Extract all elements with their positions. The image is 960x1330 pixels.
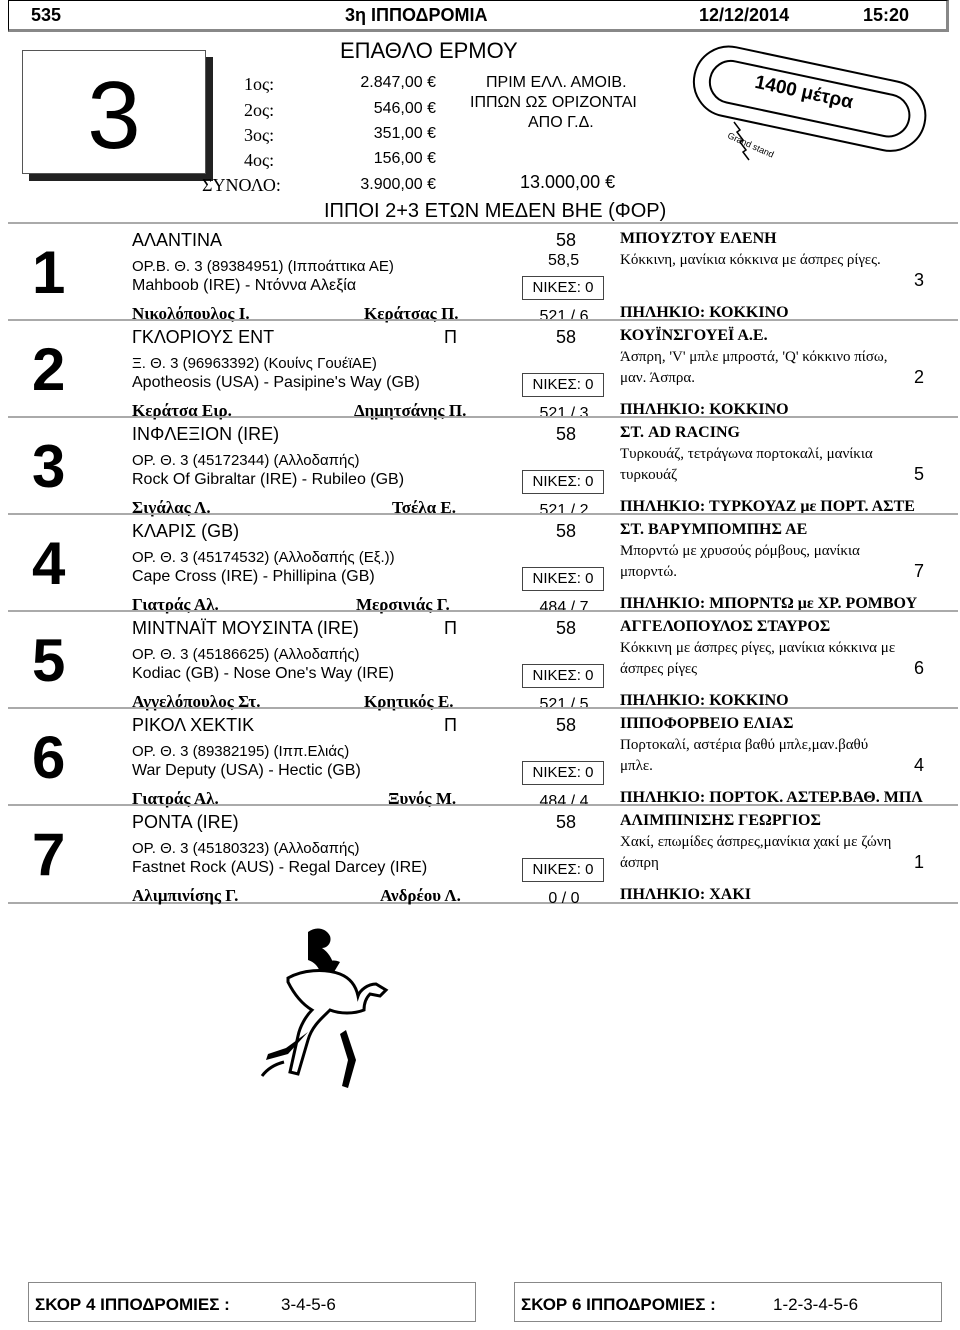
horse-pedigree: Kodiac (GB) - Nose One's Way (IRE) — [132, 665, 395, 682]
trainer-name: Ανδρέου Λ. — [380, 886, 461, 905]
draw-number: 7 — [914, 561, 925, 581]
race-time: 15:20 — [863, 5, 910, 25]
trainer-name: Ξυνός Μ. — [388, 789, 457, 808]
entry-row — [8, 222, 958, 325]
horse-info: ΟΡ.Β. Θ. 3 (89384951) (Ιπποάττικα ΑΕ) — [132, 258, 394, 275]
horse-name: ΚΛΑΡΙΣ (GB) — [132, 521, 240, 541]
prize-value: 351,00 € — [373, 125, 436, 142]
horse-info: ΟΡ. Θ. 3 (45172344) (Αλλοδαπής) — [132, 452, 360, 469]
entry-row — [8, 513, 958, 616]
draw-number: 6 — [914, 658, 925, 678]
owner-name: ΜΠΟΥΖΤΟΥ ΕΛΕΝΗ — [620, 230, 777, 247]
draw-number: 5 — [914, 464, 925, 484]
horse-pedigree: Mahboob (IRE) - Ντόννα Αλεξία — [132, 277, 357, 294]
jockey-name: Κεράτσα Ειρ. — [132, 401, 232, 420]
premium-line: ΙΠΠΩΝ ΩΣ ΟΡΙΖΟΝΤΑΙ — [470, 94, 637, 111]
race-title: ΕΠΑΘΛΟ ΕΡΜΟΥ — [340, 38, 518, 63]
horse-info: ΟΡ. Θ. 3 (45174532) (Αλλοδαπής (Εξ.)) — [132, 549, 395, 566]
total-value: 3.900,00 € — [360, 176, 436, 193]
horse-name: ΡΟΝΤΑ (IRE) — [132, 812, 239, 832]
horse-name: ΙΝΦΛΕΞΙΟΝ (IRE) — [132, 424, 280, 444]
silks-description: Χακί, επωμίδες άσπρες,μανίκια χακί με ζώνη άσπρη — [620, 834, 892, 871]
horse-pedigree: Cape Cross (IRE) - Phillipina (GB) — [132, 568, 375, 585]
entry-rating: 484 / 7 — [539, 599, 589, 616]
entry-number: 3 — [32, 433, 66, 500]
track-icon — [670, 44, 950, 174]
draw-number: 1 — [914, 852, 925, 872]
draw-number: 3 — [914, 270, 925, 290]
horse-name: ΡΙΚΟΛ ΧΕΚΤΙΚ — [132, 715, 255, 735]
entry-number: 1 — [32, 239, 66, 306]
prize-value: 156,00 € — [373, 150, 436, 167]
wins-box: ΝΙΚΕΣ: 0 — [522, 470, 604, 494]
entry-weight: 58 — [556, 230, 577, 250]
wins-box: ΝΙΚΕΣ: 0 — [522, 276, 604, 300]
entry-weight: 58 — [556, 618, 577, 638]
score6-value: 1-2-3-4-5-6 — [773, 1295, 859, 1314]
trainer-name: Μερσινιάς Γ. — [356, 595, 450, 614]
jockey-name: Γιατράς Αλ. — [132, 595, 219, 614]
owner-name: ΣΤ. AD RACING — [620, 424, 740, 441]
entry-rating: 521 / 2 — [539, 502, 589, 519]
owner-name: ΑΛΙΜΠΙΝΙΣΗΣ ΓΕΩΡΓΙΟΣ — [620, 812, 821, 829]
entry-row — [8, 416, 958, 519]
entry-weight: 58 — [556, 715, 577, 735]
entry-rating: 521 / 5 — [539, 696, 589, 713]
trainer-name: Δημητσάνης Π. — [354, 401, 467, 420]
helmet-color: ΠΗΛΗΚΙΟ: ΜΠΟΡΝΤΩ με ΧΡ. ΡΟΜΒΟΥ — [620, 595, 918, 612]
premium-line: ΠΡΙΜ ΕΛΛ. ΑΜΟΙΒ. — [486, 74, 627, 91]
silks-description: Κόκκινη, μανίκια κόκκινα με άσπρες ρίγες. — [620, 252, 881, 268]
entry-weight: 58 — [556, 424, 577, 444]
owner-name: ΚΟΥΪΝΣΓΟΥΕΪ Α.Ε. — [620, 327, 768, 344]
entry-row — [8, 707, 958, 810]
wins-box: ΝΙΚΕΣ: 0 — [522, 664, 604, 688]
horse-info: Ξ. Θ. 3 (96963392) (Κουίνς ΓουέϊΑΕ) — [132, 355, 377, 372]
entry-row — [8, 610, 958, 713]
helmet-color: ΠΗΛΗΚΙΟ: ΤΥΡΚΟΥΑΖ με ΠΟΡΤ. ΑΣΤΕ — [620, 498, 915, 515]
horse-pedigree: Rock Of Gibraltar (IRE) - Rubileo (GB) — [132, 471, 405, 488]
horse-info: ΟΡ. Θ. 3 (45180323) (Αλλοδαπής) — [132, 840, 360, 857]
horse-jockey-icon — [248, 912, 398, 1112]
horse-jockey-illustration — [248, 912, 398, 1112]
entry-number: 2 — [32, 336, 66, 403]
trainer-name: Κρητικός Ε. — [364, 692, 454, 711]
premium-value: 13.000,00 € — [520, 172, 616, 192]
helmet-color: ΠΗΛΗΚΙΟ: ΚΟΚΚΙΝΟ — [620, 401, 789, 418]
helmet-color: ΠΗΛΗΚΙΟ: ΧΑΚΙ — [620, 886, 752, 903]
entry-row — [8, 804, 958, 907]
entry-weight: 58 — [556, 327, 577, 347]
horse-info: ΟΡ. Θ. 3 (45186625) (Αλλοδαπής) — [132, 646, 360, 663]
header-bar — [8, 0, 949, 32]
race-number-box — [22, 50, 206, 174]
entry-number: 4 — [32, 530, 66, 597]
draw-number: 4 — [914, 755, 925, 775]
entry-row — [8, 319, 958, 422]
entry-mark: Π — [444, 618, 457, 638]
prize-label: 2ος: — [244, 100, 275, 120]
jockey-name: Σιγάλας Λ. — [132, 498, 211, 517]
distance-label: 1400 μέτρα — [753, 71, 855, 114]
grandstand-label: Grand stand — [726, 130, 776, 160]
owner-name: ΑΓΓΕΛΟΠΟΥΛΟΣ ΣΤΑΥΡΟΣ — [620, 618, 831, 635]
owner-name: ΙΠΠΟΦΟΡΒΕΙΟ ΕΛΙΑΣ — [620, 715, 794, 732]
silks-description: Πορτοκαλί, αστέρια βαθύ μπλε,μαν.βαθύ μπλε. — [620, 737, 869, 774]
entry-weight-alt: 58,5 — [548, 252, 580, 269]
score4-box — [28, 1282, 476, 1322]
wins-box: ΝΙΚΕΣ: 0 — [522, 567, 604, 591]
score6-box — [514, 1282, 942, 1322]
entry-weight: 58 — [556, 521, 577, 541]
entry-rating: 484 / 4 — [539, 793, 589, 810]
entry-mark: Π — [444, 327, 457, 347]
entry-rating: 521 / 6 — [539, 308, 589, 325]
horse-name: ΑΛΑΝΤΙΝΑ — [132, 230, 223, 250]
horse-name: ΓΚΛΟΡΙΟΥΣ ΕΝΤ — [132, 327, 275, 347]
wins-box: ΝΙΚΕΣ: 0 — [522, 761, 604, 785]
helmet-color: ΠΗΛΗΚΙΟ: ΚΟΚΚΙΝΟ — [620, 304, 789, 321]
silks-description: Κόκκινη με άσπρες ρίγες, μανίκια κόκκινα με άσπρες ρίγες — [620, 640, 896, 677]
jockey-name: Αγγελόπουλος Στ. — [132, 692, 261, 711]
track-diagram — [670, 44, 950, 174]
score6-label: ΣΚΟΡ 6 ΙΠΠΟΔΡΟΜΙΕΣ : — [521, 1295, 716, 1314]
prize-value: 2.847,00 € — [360, 74, 436, 91]
race-conditions: ΙΠΠΟΙ 2+3 ΕΤΩΝ ΜΕΔΕΝ ΒΗΕ (ΦΟΡ) — [324, 200, 667, 222]
helmet-color: ΠΗΛΗΚΙΟ: ΚΟΚΚΙΝΟ — [620, 692, 789, 709]
race-code: 535 — [31, 5, 62, 25]
horse-pedigree: Fastnet Rock (AUS) - Regal Darcey (IRE) — [132, 859, 428, 876]
prize-label: 3ος: — [244, 125, 275, 145]
entry-number: 6 — [32, 724, 66, 791]
jockey-name: Αλιμπινίσης Γ. — [132, 886, 239, 905]
prize-label: 4ος: — [244, 150, 275, 170]
jockey-name: Νικολόπουλος Ι. — [132, 304, 250, 323]
entry-rating: 0 / 0 — [548, 890, 580, 907]
horse-name: ΜΙΝΤΝΑΪΤ ΜΟΥΣΙΝΤΑ (IRE) — [132, 618, 359, 638]
helmet-color: ΠΗΛΗΚΙΟ: ΠΟΡΤΟΚ. ΑΣΤΕΡ.ΒΑΘ. ΜΠΛ — [620, 789, 923, 806]
meeting-title: 3η ΙΠΠΟΔΡΟΜΙΑ — [345, 5, 488, 25]
horse-info: ΟΡ. Θ. 3 (89382195) (Ιππ.Ελιάς) — [132, 743, 350, 760]
owner-name: ΣΤ. ΒΑΡΥΜΠΟΜΠΗΣ ΑΕ — [620, 521, 808, 538]
prize-value: 546,00 € — [373, 100, 436, 117]
silks-description: Μπορντώ με χρυσούς ρόμβους, μανίκια μπορντώ. — [620, 543, 860, 580]
race-date: 12/12/2014 — [699, 5, 790, 25]
wins-box: ΝΙΚΕΣ: 0 — [522, 858, 604, 882]
prize-label: 1ος: — [244, 74, 275, 94]
race-number: 3 — [87, 62, 141, 169]
horse-pedigree: War Deputy (USA) - Hectic (GB) — [132, 762, 361, 779]
entry-number: 7 — [32, 821, 66, 888]
horse-pedigree: Apotheosis (USA) - Pasipine's Way (GB) — [132, 374, 420, 391]
premium-line: ΑΠΟ Γ.Δ. — [528, 114, 594, 131]
entry-weight: 58 — [556, 812, 577, 832]
trainer-name: Κεράτσας Π. — [364, 304, 459, 323]
silks-description: Άσπρη, 'V' μπλε μπροστά, 'Q' κόκκινο πίσω, μαν. Άσπρα. — [620, 349, 888, 386]
total-label: ΣΥΝΟΛΟ: — [202, 175, 281, 195]
score4-value: 3-4-5-6 — [281, 1295, 336, 1314]
draw-number: 2 — [914, 367, 925, 387]
score4-label: ΣΚΟΡ 4 ΙΠΠΟΔΡΟΜΙΕΣ : — [35, 1295, 230, 1314]
entry-rating: 521 / 3 — [539, 405, 589, 422]
wins-box: ΝΙΚΕΣ: 0 — [522, 373, 604, 397]
silks-description: Τυρκουάζ, τετράγωνα πορτοκαλί, μανίκια τυρκουάζ — [620, 446, 873, 483]
entry-number: 5 — [32, 627, 66, 694]
jockey-name: Γιατράς Αλ. — [132, 789, 219, 808]
trainer-name: Τσέλα Ε. — [392, 498, 456, 517]
entry-mark: Π — [444, 715, 457, 735]
